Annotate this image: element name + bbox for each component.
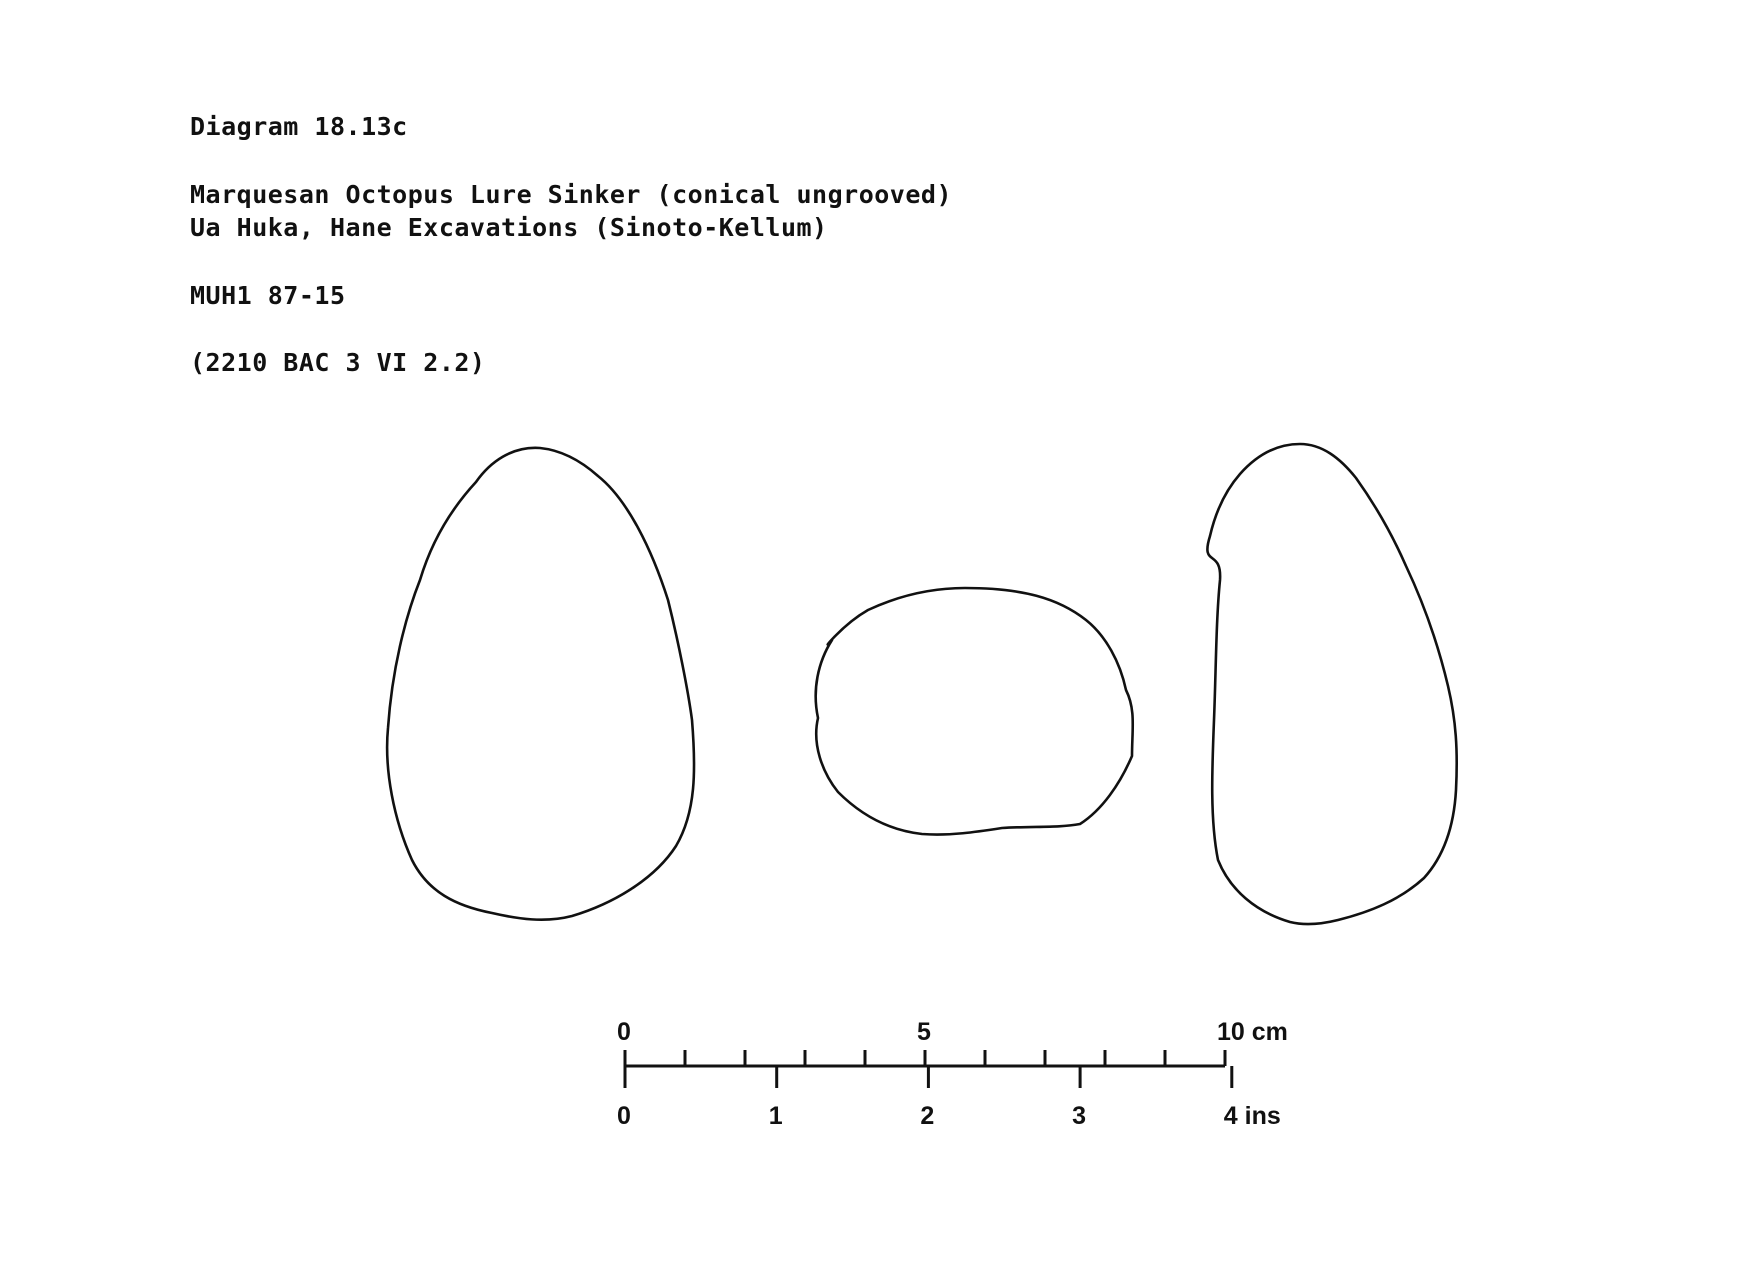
metric-label: 5 — [917, 1018, 931, 1046]
metric-label: 0 — [617, 1018, 631, 1046]
diagram-title: Marquesan Octopus Lure Sinker (conical ungrooved) — [190, 180, 953, 209]
imperial-label: 1 — [768, 1102, 783, 1130]
imperial-label: 0 — [617, 1102, 631, 1130]
imperial-label: 3 — [1072, 1102, 1087, 1130]
front-view-outline — [387, 448, 694, 920]
provenience-code: (2210 BAC 3 VI 2.2) — [190, 348, 486, 377]
imperial-label: 2 — [920, 1102, 935, 1130]
catalog-number: MUH1 87-15 — [190, 281, 346, 310]
scale-bar — [617, 1018, 1288, 1130]
scale-bar-ticks — [625, 1050, 1232, 1088]
side-view-outline — [1207, 444, 1456, 924]
imperial-label: 4 ins — [1223, 1102, 1281, 1130]
metric-label: 10 cm — [1217, 1018, 1288, 1046]
diagram-number: Diagram 18.13c — [190, 112, 408, 141]
scale-bar-labels — [617, 1018, 1288, 1130]
base-view-outline — [816, 588, 1133, 835]
site-caption: Ua Huka, Hane Excavations (Sinoto-Kellum) — [190, 213, 828, 242]
